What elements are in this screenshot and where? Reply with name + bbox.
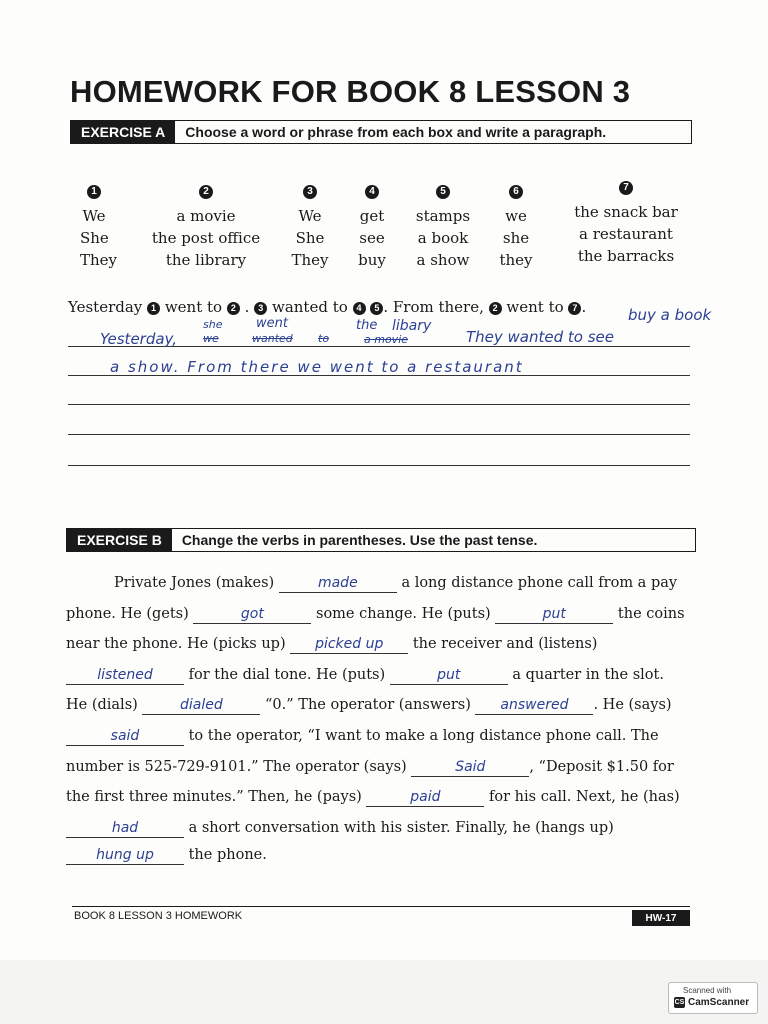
word: the barracks xyxy=(577,247,675,265)
column-number-2: 2 xyxy=(199,185,213,199)
exercise-b-tag: EXERCISE B xyxy=(67,529,172,551)
paragraph-text: the coins xyxy=(617,605,685,622)
answer-blank-3[interactable]: put xyxy=(495,605,613,624)
exercise-a-instruction: Choose a word or phrase from each box and write a paragraph. xyxy=(185,124,607,140)
word: She xyxy=(295,229,325,247)
word: a restaurant xyxy=(579,225,673,243)
paragraph-text: He (dials) xyxy=(66,697,138,714)
exercise-b-instruction: Change the verbs in parentheses. Use the past tense. xyxy=(181,532,538,548)
number-marker: 1 xyxy=(147,302,160,315)
word: the snack bar xyxy=(574,203,678,221)
footer-page-number: HW-17 xyxy=(632,910,690,926)
exercise-b-header xyxy=(66,528,696,552)
handwriting-line-2: a show. From there we went to a restaurant xyxy=(110,358,524,376)
answer-blank-11[interactable]: paid xyxy=(366,788,484,807)
answer-blank-7[interactable]: dialed xyxy=(142,696,260,715)
paragraph-text: “0.” The operator (answers) xyxy=(265,697,471,714)
prompt-text: went to xyxy=(506,298,564,316)
handwriting-to-crossed: to xyxy=(318,332,330,345)
word-column-4 xyxy=(356,178,388,271)
word: She xyxy=(80,229,109,247)
prompt-text: wanted to xyxy=(271,298,348,316)
paragraph-text: Private Jones (makes) xyxy=(114,575,275,591)
column-number-7: 7 xyxy=(619,181,633,195)
word: she xyxy=(502,229,530,247)
column-number-5: 5 xyxy=(436,185,450,199)
word: we xyxy=(505,207,527,225)
paragraph-text: , “Deposit $1.50 for xyxy=(529,758,674,775)
answer-blank-9[interactable]: said xyxy=(66,727,184,746)
exercise-a-tag: EXERCISE A xyxy=(71,121,175,143)
handwriting-we-crossed: we xyxy=(203,332,219,345)
word-column-7 xyxy=(566,174,686,267)
paragraph-text: a short conversation with his sister. Finally, he (hangs up) xyxy=(188,819,614,836)
answer-blank-2[interactable]: got xyxy=(193,605,311,624)
answer-blank-4[interactable]: picked up xyxy=(290,635,408,654)
paragraph-text: to the operator, “I want to make a long distance phone call. The xyxy=(188,727,659,744)
paragraph-prompt xyxy=(68,298,586,316)
number-marker: 7 xyxy=(568,302,581,315)
exercise-b-paragraph xyxy=(66,568,694,867)
column-number-3: 3 xyxy=(303,185,317,199)
word: see xyxy=(359,229,385,247)
word-column-1 xyxy=(80,178,118,271)
writing-line-5[interactable] xyxy=(68,465,690,466)
word: They xyxy=(291,251,329,269)
handwriting-went: went xyxy=(256,316,288,331)
number-marker: 3 xyxy=(254,302,267,315)
word: the library xyxy=(165,251,247,269)
handwriting-movie-crossed: a movie xyxy=(364,333,409,346)
answer-blank-12[interactable]: had xyxy=(66,819,184,838)
prompt-text: . xyxy=(244,298,250,316)
camscanner-watermark xyxy=(668,982,758,1014)
footer-book-label: BOOK 8 LESSON 3 HOMEWORK xyxy=(74,910,243,922)
paragraph-text: for the dial tone. He (puts) xyxy=(188,666,386,683)
prompt-text: went to xyxy=(164,298,223,316)
column-number-4: 4 xyxy=(365,185,379,199)
paragraph-text: the phone. xyxy=(188,847,267,864)
number-marker: 2 xyxy=(227,302,240,315)
answer-blank-1[interactable]: made xyxy=(279,574,397,593)
word: get xyxy=(359,207,385,225)
word: a book xyxy=(417,229,469,247)
answer-blank-5[interactable]: listened xyxy=(66,666,184,685)
number-marker: 4 xyxy=(353,302,366,315)
handwriting-note: buy a book xyxy=(628,306,712,324)
writing-line-4[interactable] xyxy=(68,434,690,435)
prompt-text: Yesterday xyxy=(68,298,143,316)
paragraph-text: a quarter in the slot. xyxy=(512,666,664,683)
word: a movie xyxy=(176,207,236,225)
paragraph-text: a long distance phone call from a pay xyxy=(401,575,678,591)
handwriting-wanted-crossed: wanted xyxy=(252,332,293,345)
paragraph-text: phone. He (gets) xyxy=(66,605,189,622)
word: We xyxy=(82,207,106,225)
footer-divider xyxy=(72,906,690,907)
word-column-5 xyxy=(410,178,476,271)
word: We xyxy=(298,207,322,225)
page-title: HOMEWORK FOR BOOK 8 LESSON 3 xyxy=(70,74,631,109)
word: buy xyxy=(358,251,386,269)
column-number-6: 6 xyxy=(509,185,523,199)
answer-blank-6[interactable]: put xyxy=(390,666,508,685)
word-column-3 xyxy=(290,178,330,271)
answer-blank-13[interactable]: hung up xyxy=(66,846,184,865)
paragraph-text: for his call. Next, he (has) xyxy=(489,789,680,806)
word-column-6 xyxy=(496,178,536,271)
word: the post office xyxy=(151,229,261,247)
word: a show xyxy=(416,251,470,269)
number-marker: 5 xyxy=(370,302,383,315)
camscanner-logo-icon: CS xyxy=(674,999,685,1006)
paragraph-text: the first three minutes.” Then, he (pays) xyxy=(66,789,362,806)
handwriting-library: libary xyxy=(392,318,432,334)
exercise-a-header xyxy=(70,120,692,144)
paragraph-text: . He (says) xyxy=(593,697,672,714)
word: They xyxy=(80,251,118,269)
paragraph-text: near the phone. He (picks up) xyxy=(66,636,286,653)
handwriting-she: she xyxy=(203,318,223,331)
writing-line-3[interactable] xyxy=(68,404,690,405)
paragraph-text: number is 525-729-9101.” The operator (says) xyxy=(66,758,407,775)
prompt-text: . From there, xyxy=(383,298,484,316)
camscanner-name: CamScanner xyxy=(688,997,750,1008)
answer-blank-10[interactable]: Said xyxy=(411,758,529,777)
camscanner-brand xyxy=(674,997,749,1008)
answer-blank-8[interactable]: answered xyxy=(475,696,593,715)
scanned-with-label: Scanned with xyxy=(683,986,732,995)
handwriting-yesterday: Yesterday, xyxy=(100,330,178,348)
paragraph-text: the receiver and (listens) xyxy=(412,636,598,653)
handwriting-they-wanted: They wanted to see xyxy=(466,328,615,346)
word: stamps xyxy=(415,207,471,225)
column-number-1: 1 xyxy=(87,185,101,199)
paragraph-text: some change. He (puts) xyxy=(316,605,491,622)
prompt-text: . xyxy=(581,298,587,316)
handwriting-the: the xyxy=(356,318,378,333)
number-marker: 2 xyxy=(489,302,502,315)
word: they xyxy=(499,251,533,269)
word-column-2 xyxy=(150,178,262,271)
